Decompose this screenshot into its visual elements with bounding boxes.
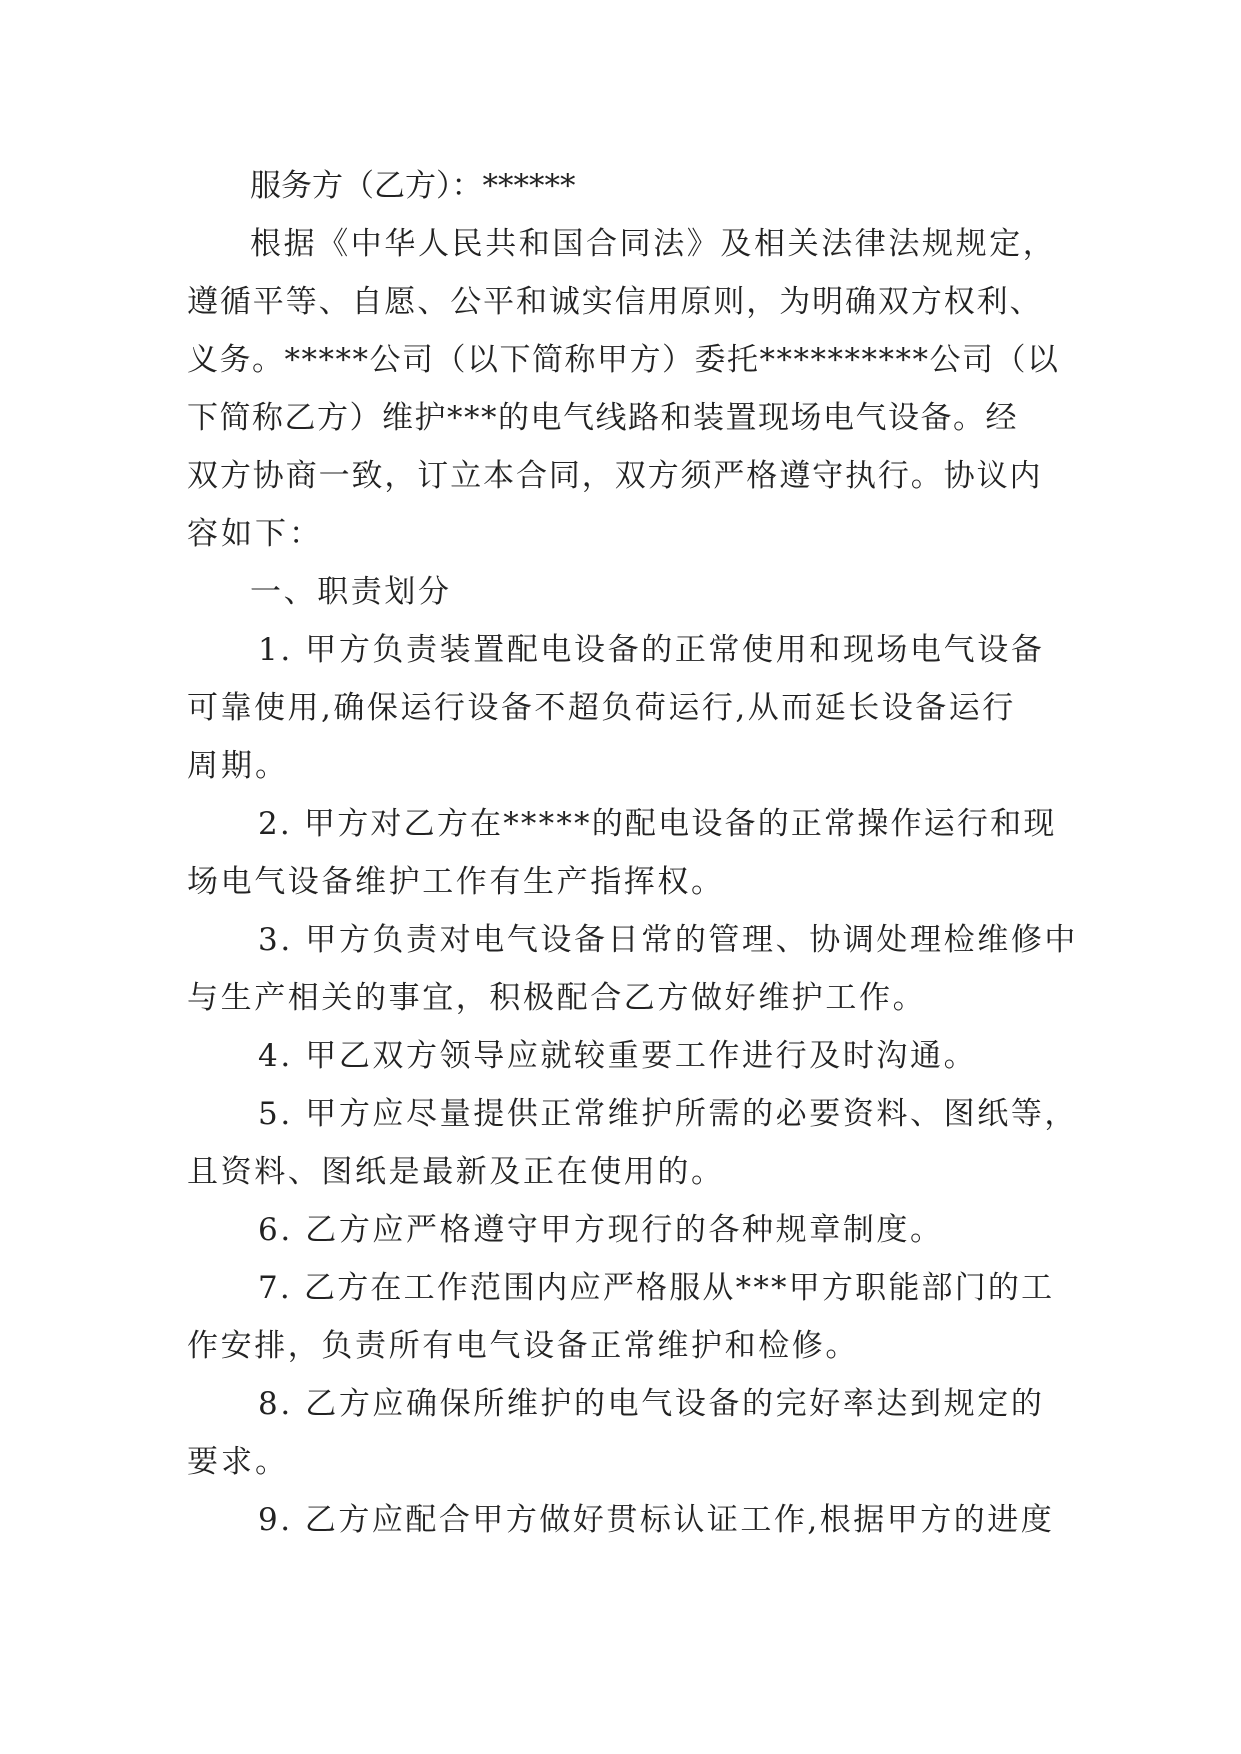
clause-1-line-2: 可靠使用,确保运行设备不超负荷运行,从而延长设备运行 bbox=[187, 690, 1016, 726]
clause-7-line-1: 7. 乙方在工作范围内应严格服从***甲方职能部门的工 bbox=[258, 1270, 1055, 1306]
clause-5-line-1: 5. 甲方应尽量提供正常维护所需的必要资料、图纸等， bbox=[258, 1096, 1079, 1132]
clause-3-line-1: 3. 甲方负责对电气设备日常的管理、协调处理检维修中 bbox=[258, 922, 1079, 958]
clause-8-line-1: 8. 乙方应确保所维护的电气设备的完好率达到规定的 bbox=[258, 1386, 1045, 1422]
clause-3-line-2: 与生产相关的事宜，积极配合乙方做好维护工作。 bbox=[187, 980, 927, 1016]
clause-2-line-1: 2. 甲方对乙方在*****的配电设备的正常操作运行和现 bbox=[258, 806, 1057, 842]
preamble-line-6: 容如下： bbox=[187, 516, 323, 552]
clause-4-line-1: 4. 甲乙双方领导应就较重要工作进行及时沟通。 bbox=[258, 1038, 978, 1074]
clause-9-line-1: 9. 乙方应配合甲方做好贯标认证工作,根据甲方的进度 bbox=[258, 1502, 1055, 1538]
preamble-line-2: 遵循平等、自愿、公平和诚实信用原则，为明确双方权利、 bbox=[187, 284, 1043, 320]
section-heading: 一、职责划分 bbox=[250, 574, 452, 610]
preamble-line-5: 双方协商一致，订立本合同，双方须严格遵守执行。协议内 bbox=[187, 458, 1043, 494]
clause-1-line-3: 周期。 bbox=[187, 748, 289, 784]
preamble-line-1: 根据《中华人民共和国合同法》及相关法律法规规定， bbox=[250, 226, 1057, 262]
service-party-line: 服务方（乙方）：****** bbox=[250, 168, 576, 204]
preamble-line-3: 义务。*****公司（以下简称甲方）委托**********公司（以 bbox=[187, 342, 1060, 378]
clause-2-line-2: 场电气设备维护工作有生产指挥权。 bbox=[187, 864, 725, 900]
clause-8-line-2: 要求。 bbox=[187, 1444, 289, 1480]
clause-5-line-2: 且资料、图纸是最新及正在使用的。 bbox=[187, 1154, 725, 1190]
clause-1-line-1: 1. 甲方负责装置配电设备的正常使用和现场电气设备 bbox=[258, 632, 1045, 668]
clause-7-line-2: 作安排，负责所有电气设备正常维护和检修。 bbox=[187, 1328, 859, 1364]
preamble-line-4: 下简称乙方）维护***的电气线路和装置现场电气设备。经 bbox=[187, 400, 1018, 436]
clause-6-line-1: 6. 乙方应严格遵守甲方现行的各种规章制度。 bbox=[258, 1212, 944, 1248]
